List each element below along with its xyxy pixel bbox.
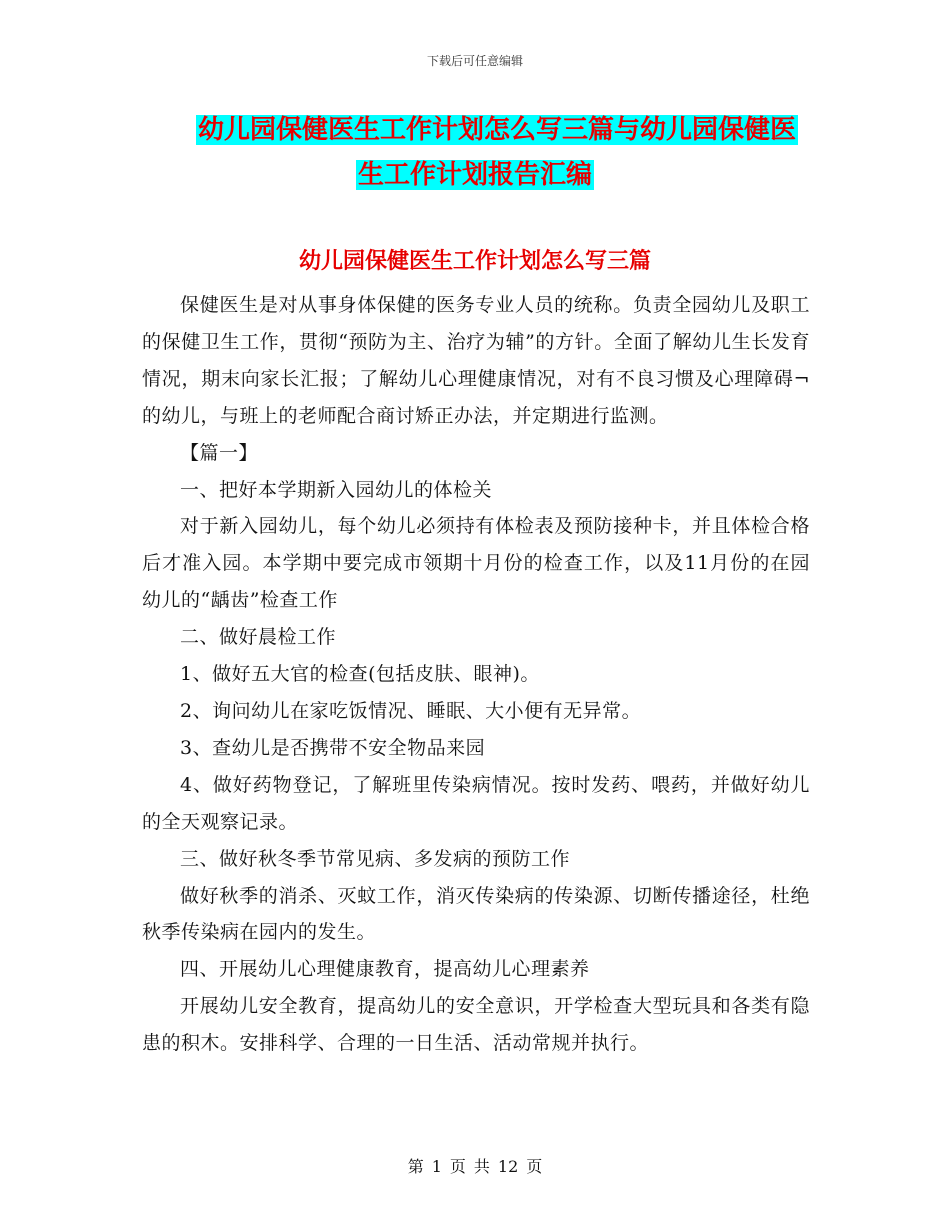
- paragraph-heading-3: 三、做好秋冬季节常见病、多发病的预防工作: [180, 847, 571, 870]
- paragraph-heading-1: 一、把好本学期新入园幼儿的体检关: [180, 478, 493, 501]
- paragraph-item-2: 2、询问幼儿在家吃饭情况、睡眠、大小便有无异常。: [180, 699, 642, 722]
- header-note: 下载后可任意编辑: [426, 54, 523, 68]
- footer-label-ye-2: 页: [526, 1157, 543, 1176]
- footer-label-di: 第: [407, 1157, 424, 1176]
- paragraph-intro: 保健医生是对从事身体保健的医务专业人员的统称。负责全园幼儿及职工的保健卫生工作，贯彻“预防为主、治疗为辅”的方针。全面了解幼儿生长发育情况，期末向家长汇报；了解幼儿心理健康情况，对有不良习惯及心理障碍¬的幼儿，与班上的老师配合商讨矫正办法，并定期进行监测。: [142, 294, 810, 427]
- footer-page-number: 1: [431, 1157, 442, 1176]
- paragraph-item-3: 3、查幼儿是否携带不安全物品来园: [180, 736, 486, 759]
- footer-label-gong: 共: [473, 1157, 490, 1176]
- footer-label-ye: 页: [449, 1157, 466, 1176]
- document-title-line-2: [0, 155, 950, 195]
- title-highlight-2: 生工作计划报告汇编: [357, 160, 592, 190]
- page-footer: [0, 1154, 950, 1177]
- paragraph-heading-4: 四、开展幼儿心理健康教育，提高幼儿心理素养: [180, 958, 590, 981]
- paragraph-item-4: 4、做好药物登记，了解班里传染病情况。按时发药、喂药，并做好幼儿的全天观察记录。: [142, 773, 810, 833]
- paragraph-part-label: 【篇一】: [180, 441, 259, 464]
- document-title-line-1: [22, 110, 950, 150]
- paragraph-text-1: 对于新入园幼儿，每个幼儿必须持有体检表及预防接种卡，并且体检合格后才准入园。本学期中要完成市领期十月份的检查工作，以及11月份的在园幼儿的“龋齿”检查工作: [142, 515, 810, 612]
- document-body: [142, 287, 810, 1062]
- section-subtitle: 幼儿园保健医生工作计划怎么写三篇: [298, 248, 651, 274]
- paragraph-text-3: 做好秋季的消杀、灭蚊工作，消灭传染病的传染源、切断传播途径，杜绝秋季传染病在园内的发生。: [142, 884, 810, 944]
- title-highlight-1: 幼儿园保健医生工作计划怎么写三篇与幼儿园保健医: [197, 115, 796, 145]
- paragraph-item-1: 1、做好五大官的检查(包括皮肤、眼神)。: [180, 663, 540, 686]
- footer-total-pages: 12: [497, 1157, 519, 1176]
- paragraph-heading-2: 二、做好晨检工作: [180, 626, 337, 649]
- paragraph-text-4: 开展幼儿安全教育，提高幼儿的安全意识，开学检查大型玩具和各类有隐患的积木。安排科学、合理的一日生活、活动常规并执行。: [142, 995, 810, 1055]
